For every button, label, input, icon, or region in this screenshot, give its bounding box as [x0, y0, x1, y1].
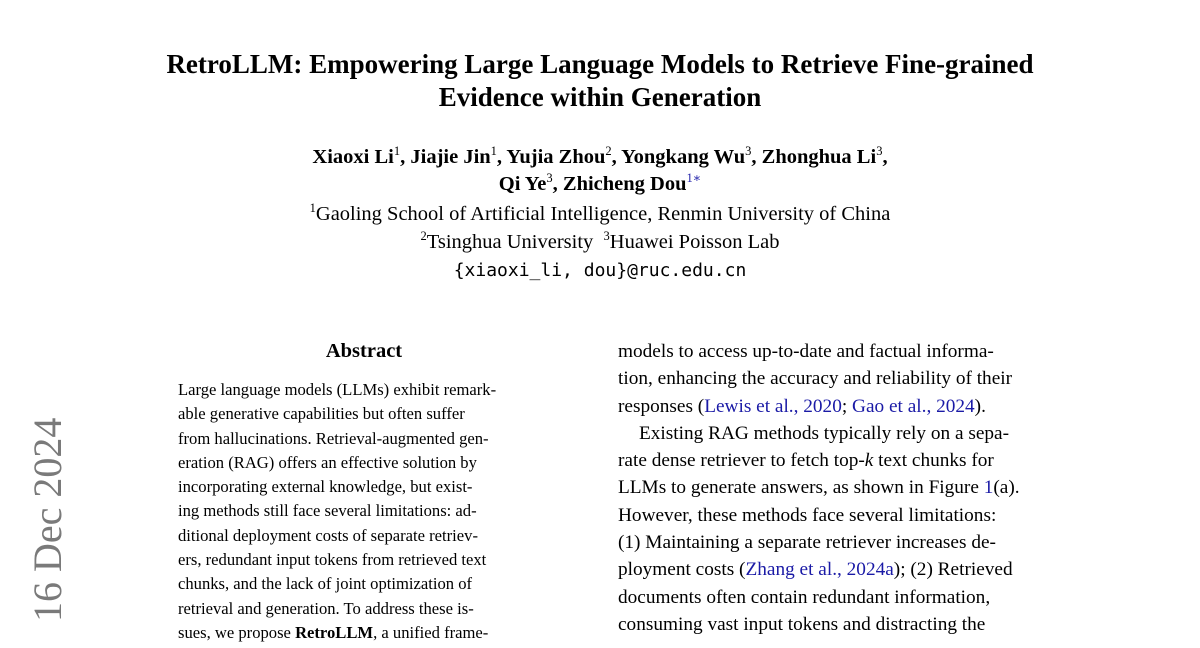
abstract-line: able generative capabilities but often suffer [178, 404, 465, 424]
affiliation-text: Gaoling School of Artificial Intelligence, Renmin University of China [315, 203, 891, 225]
corresponding-author-link[interactable]: 1∗ [686, 171, 702, 185]
contact-email: {xiaoxi_li, dou}@ruc.edu.cn [453, 260, 747, 281]
abstract-line: eration (RAG) offers an effective solution by [178, 452, 477, 472]
intro-text: responses ( [618, 395, 705, 417]
intro-line [618, 474, 1060, 501]
intro-line: However, these methods face several limitations: [618, 504, 997, 526]
author-line [100, 144, 1100, 171]
abstract-line: ditional deployment costs of separate retriev- [178, 525, 478, 545]
author-separator: , [496, 146, 507, 168]
author-affil-mark: 3 [876, 144, 883, 158]
citation-link[interactable]: Lewis et al., 2020 [704, 395, 842, 417]
intro-text: text chunks for [873, 450, 994, 472]
affiliation-line [100, 228, 1100, 256]
intro-text: ployment costs ( [618, 559, 746, 581]
author-name: Zhonghua Li [761, 146, 877, 168]
intro-line: tion, enhancing the accuracy and reliability of their [618, 368, 1013, 390]
author-list [100, 144, 1100, 198]
abstract-line: from hallucinations. Retrieval-augmented gen- [178, 428, 489, 448]
intro-text: ); (2) Retrieved [893, 559, 1013, 581]
intro-line: consuming vast input tokens and distracting the [618, 613, 986, 635]
author-separator: , [552, 173, 563, 195]
figure-reference-link[interactable]: 1 [983, 477, 994, 499]
intro-line: documents often contain redundant information, [618, 586, 991, 608]
intro-text: rate dense retriever to fetch top- [618, 450, 865, 472]
author-name: Xiaoxi Li [312, 146, 394, 168]
author-separator: , [400, 146, 411, 168]
abstract-line: incorporating external knowledge, but exist- [178, 477, 473, 497]
citation-link[interactable]: Gao et al., 2024 [852, 395, 975, 417]
abstract-line: ing methods still face several limitations: ad- [178, 501, 477, 521]
intro-line: (1) Maintaining a separate retriever increases de- [618, 532, 996, 554]
affiliation-mark: 3 [603, 229, 610, 243]
abstract-line: ers, redundant input tokens from retrieved text [178, 550, 487, 570]
abstract-line: Large language models (LLMs) exhibit remark- [178, 380, 497, 399]
author-name: Zhicheng Dou [562, 173, 687, 195]
math-variable: k [864, 450, 874, 472]
title-line: RetroLLM: Empowering Large Language Models to Retrieve Fine-grained [166, 49, 1034, 79]
author-affil-mark: 3 [745, 144, 752, 158]
affiliation-line [100, 200, 1100, 228]
citation-link[interactable]: Zhang et al., 2024a [745, 559, 894, 581]
abstract-text: sues, we propose [178, 622, 296, 642]
affiliation-text: Huawei Poisson Lab [609, 231, 780, 253]
author-line [100, 171, 1100, 198]
introduction-column [618, 338, 1060, 638]
abstract-line [178, 621, 550, 645]
intro-text: (a). [993, 477, 1020, 499]
affiliation-text: Tsinghua University [426, 231, 594, 253]
author-affil-mark: 1 [490, 144, 497, 158]
intro-text: ; [841, 395, 853, 417]
affiliations [100, 200, 1100, 256]
author-affil-mark [687, 171, 702, 185]
author-name: Yujia Zhou [506, 146, 606, 168]
paper-title [100, 48, 1100, 114]
abstract-line: retrieval and generation. To address these is- [178, 598, 474, 618]
intro-text: ). [974, 395, 986, 417]
author-separator: , [751, 146, 762, 168]
abstract-line: chunks, and the lack of joint optimization of [178, 574, 473, 594]
abstract-text: , a unified frame- [373, 622, 489, 642]
title-line: Evidence within Generation [438, 82, 762, 112]
intro-line: Existing RAG methods typically rely on a sepa- [639, 422, 1010, 444]
method-name: RetroLLM [295, 622, 374, 642]
abstract-body [178, 378, 550, 645]
author-separator: , [611, 146, 622, 168]
author-name: Yongkang Wu [621, 146, 746, 168]
intro-line [618, 393, 1060, 420]
affiliation-mark: 2 [420, 229, 427, 243]
author-name: Jiajie Jin [410, 146, 491, 168]
affiliation-mark: 1 [309, 201, 316, 215]
intro-text: LLMs to generate answers, as shown in Figure [618, 477, 984, 499]
author-affil-mark: 2 [605, 144, 612, 158]
intro-line [618, 556, 1060, 583]
author-separator: , [882, 146, 888, 168]
intro-line: models to access up-to-date and factual informa- [618, 341, 994, 362]
author-affil-mark: 3 [546, 171, 553, 185]
author-name: Qi Ye [498, 173, 547, 195]
intro-line [618, 447, 1060, 474]
author-affil-mark: 1 [393, 144, 401, 158]
abstract-heading: Abstract [325, 340, 403, 362]
arxiv-date-stamp: 16 Dec 2024 [25, 417, 70, 622]
